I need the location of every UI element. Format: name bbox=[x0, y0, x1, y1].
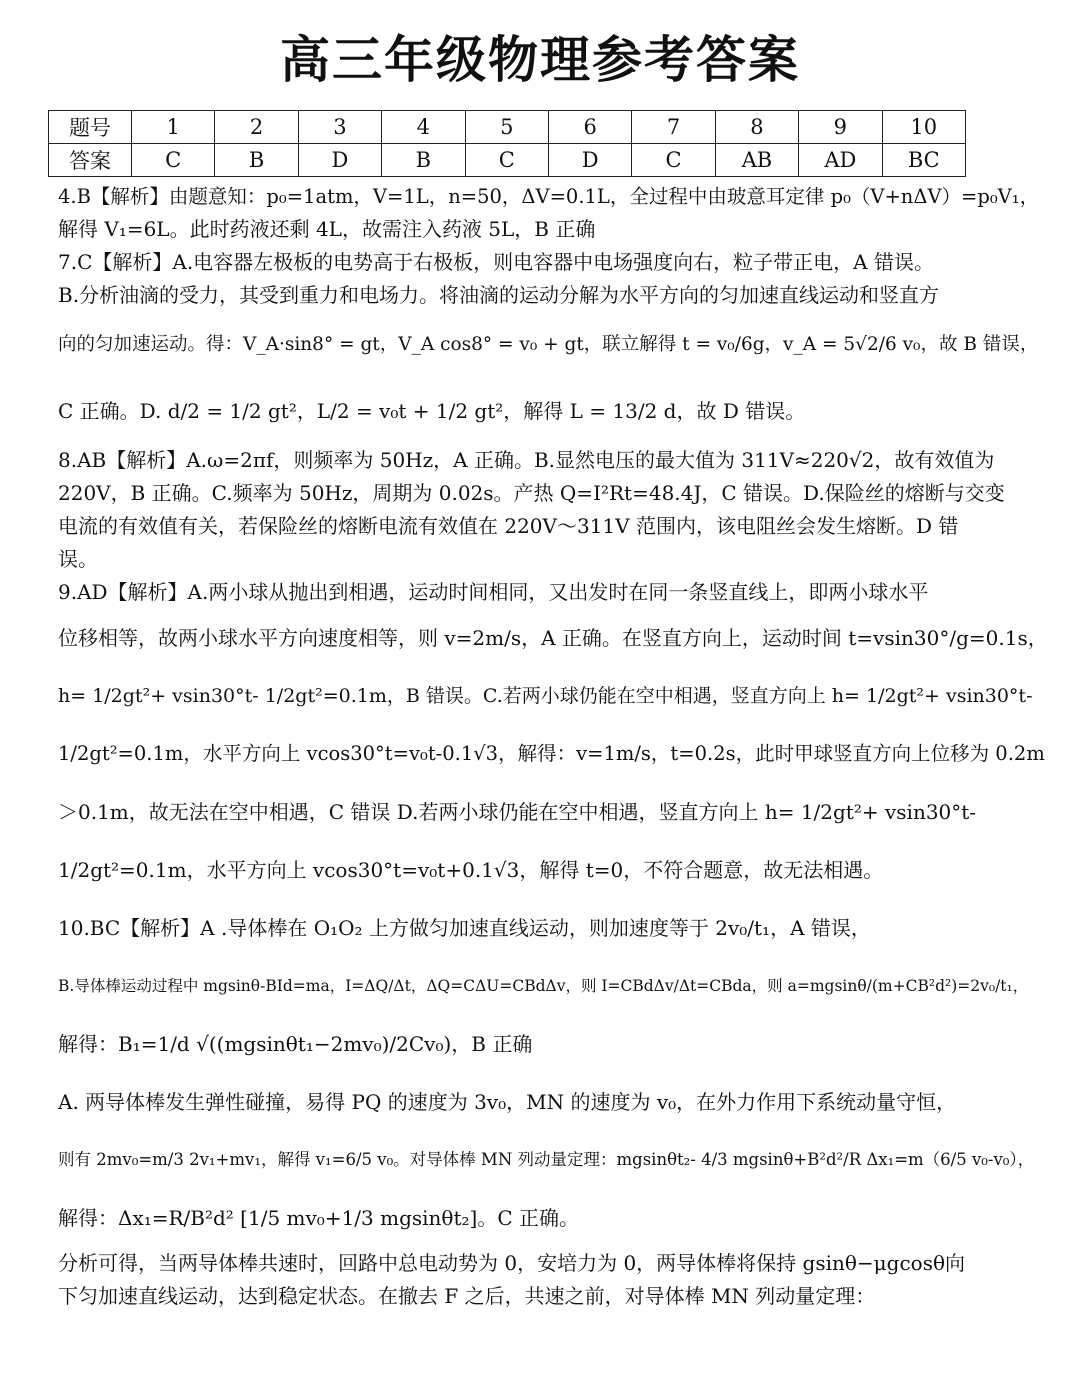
table-cell: 3 bbox=[298, 111, 381, 144]
text-line: h= 1/2gt²+ vsin30°t- 1/2gt²=0.1m，B 错误。C.若两小球仍能在空中相遇，竖直方向上 h= 1/2gt²+ vsin30°t- bbox=[58, 685, 1033, 707]
row-label-number: 题号 bbox=[49, 111, 132, 144]
text-line: B.导体棒运动过程中 mgsinθ-BId=ma，I=ΔQ/Δt，ΔQ=CΔU=CBdΔv，则 I=CBdΔv/Δt=CBda，则 a=mgsinθ/(m+CB²d²)=2v₀/t₁， bbox=[58, 977, 1029, 995]
text-line: 向的匀加速运动。得：V_A·sin8° = gt，V_A cos8° = v₀ + gt，联立解得 t = v₀/6g，v_A = 5√2/6 v₀，故 B 错误， bbox=[58, 334, 1039, 355]
table-cell: C bbox=[132, 144, 215, 177]
text-line: 下匀加速直线运动，达到稳定状态。在撤去 F 之后，共速之前，对导体棒 MN 列动量定理： bbox=[58, 1284, 876, 1308]
table-cell: 4 bbox=[382, 111, 465, 144]
table-cell: 5 bbox=[465, 111, 548, 144]
table-row-numbers bbox=[49, 111, 966, 144]
table-cell: BC bbox=[882, 144, 965, 177]
table-cell: B bbox=[215, 144, 298, 177]
text-line: 解得：B₁=1/d √((mgsinθt₁−2mv₀)/2Cv₀)，B 正确 bbox=[58, 1032, 533, 1056]
table-cell: 1 bbox=[132, 111, 215, 144]
table-cell: 6 bbox=[548, 111, 631, 144]
answer-table bbox=[48, 110, 966, 177]
table-cell: 9 bbox=[799, 111, 882, 144]
table-row-answers bbox=[49, 144, 966, 177]
text-line: 误。 bbox=[58, 547, 98, 571]
table-cell: AD bbox=[799, 144, 882, 177]
table-cell: 8 bbox=[715, 111, 798, 144]
table-cell: C bbox=[632, 144, 715, 177]
table-cell: 7 bbox=[632, 111, 715, 144]
text-line: B.分析油滴的受力，其受到重力和电场力。将油滴的运动分解为水平方向的匀加速直线运动和竖直方 bbox=[58, 283, 940, 307]
text-line: A. 两导体棒发生弹性碰撞，易得 PQ 的速度为 3v₀，MN 的速度为 v₀，在外力作用下系统动量守恒， bbox=[58, 1090, 957, 1114]
table-cell: D bbox=[298, 144, 381, 177]
text-line: 7.C【解析】A.电容器左极板的电势高于右极板，则电容器中电场强度向右，粒子带正电，A 错误。 bbox=[58, 250, 934, 274]
text-line: 解得 V₁=6L。此时药液还剩 4L，故需注入药液 5L，B 正确 bbox=[58, 217, 596, 241]
text-line: 分析可得，当两导体棒共速时，回路中总电动势为 0，安培力为 0，两导体棒将保持 gsinθ−μgcosθ向 bbox=[58, 1251, 966, 1275]
text-line: 4.B【解析】由题意知：p₀=1atm，V=1L，n=50，ΔV=0.1L，全过程中由玻意耳定律 p₀（V+nΔV）=p₀V₁， bbox=[58, 185, 1040, 208]
row-label-answer: 答案 bbox=[49, 144, 132, 177]
table-cell: D bbox=[548, 144, 631, 177]
text-line: 1/2gt²=0.1m，水平方向上 vcos30°t=v₀t-0.1√3，解得：v=1m/s，t=0.2s，此时甲球竖直方向上位移为 0.2m bbox=[58, 742, 1045, 765]
text-line: 则有 2mv₀=m/3 2v₁+mv₁，解得 v₁=6/5 v₀。对导体棒 MN 列动量定理：mgsinθt₂- 4/3 mgsinθ+B²d²/R Δx₁=m（6/5 v₀-v₀）， bbox=[58, 1150, 1035, 1169]
text-line: 1/2gt²=0.1m，水平方向上 vcos30°t=v₀t+0.1√3，解得 t=0，不符合题意，故无法相遇。 bbox=[58, 858, 884, 882]
text-line: 220V，B 正确。C.频率为 50Hz，周期为 0.02s。产热 Q=I²Rt=48.4J，C 错误。D.保险丝的熔断与交变 bbox=[58, 481, 1005, 505]
text-line: ＞0.1m，故无法在空中相遇，C 错误 D.若两小球仍能在空中相遇，竖直方向上 h= 1/2gt²+ vsin30°t- bbox=[58, 800, 977, 824]
text-line: C 正确。D. d/2 = 1/2 gt²，L/2 = v₀t + 1/2 gt²，解得 L = 13/2 d，故 D 错误。 bbox=[58, 399, 806, 423]
page-title: 高三年级物理参考答案 bbox=[280, 31, 800, 89]
table-cell: B bbox=[382, 144, 465, 177]
text-line: 9.AD【解析】A.两小球从抛出到相遇，运动时间相同，又出发时在同一条竖直线上，即两小球水平 bbox=[58, 580, 929, 604]
table-cell: 2 bbox=[215, 111, 298, 144]
text-line: 解得：Δx₁=R/B²d² [1/5 mv₀+1/3 mgsinθt₂]。C 正确。 bbox=[58, 1206, 579, 1230]
table-cell: C bbox=[465, 144, 548, 177]
text-line: 10.BC【解析】A .导体棒在 O₁O₂ 上方做匀加速直线运动，则加速度等于 2v₀/t₁，A 错误， bbox=[58, 916, 871, 940]
table-cell: 10 bbox=[882, 111, 965, 144]
table-cell: AB bbox=[715, 144, 798, 177]
text-line: 8.AB【解析】A.ω=2πf，则频率为 50Hz，A 正确。B.显然电压的最大值为 311V≈220√2，故有效值为 bbox=[58, 448, 995, 472]
text-line: 位移相等，故两小球水平方向速度相等，则 v=2m/s，A 正确。在竖直方向上，运动时间 t=vsin30°/g=0.1s， bbox=[58, 626, 1048, 650]
solution-body bbox=[58, 180, 1048, 1313]
text-line: 电流的有效值有关，若保险丝的熔断电流有效值在 220V～311V 范围内，该电阻丝会发生熔断。D 错 bbox=[58, 514, 959, 538]
